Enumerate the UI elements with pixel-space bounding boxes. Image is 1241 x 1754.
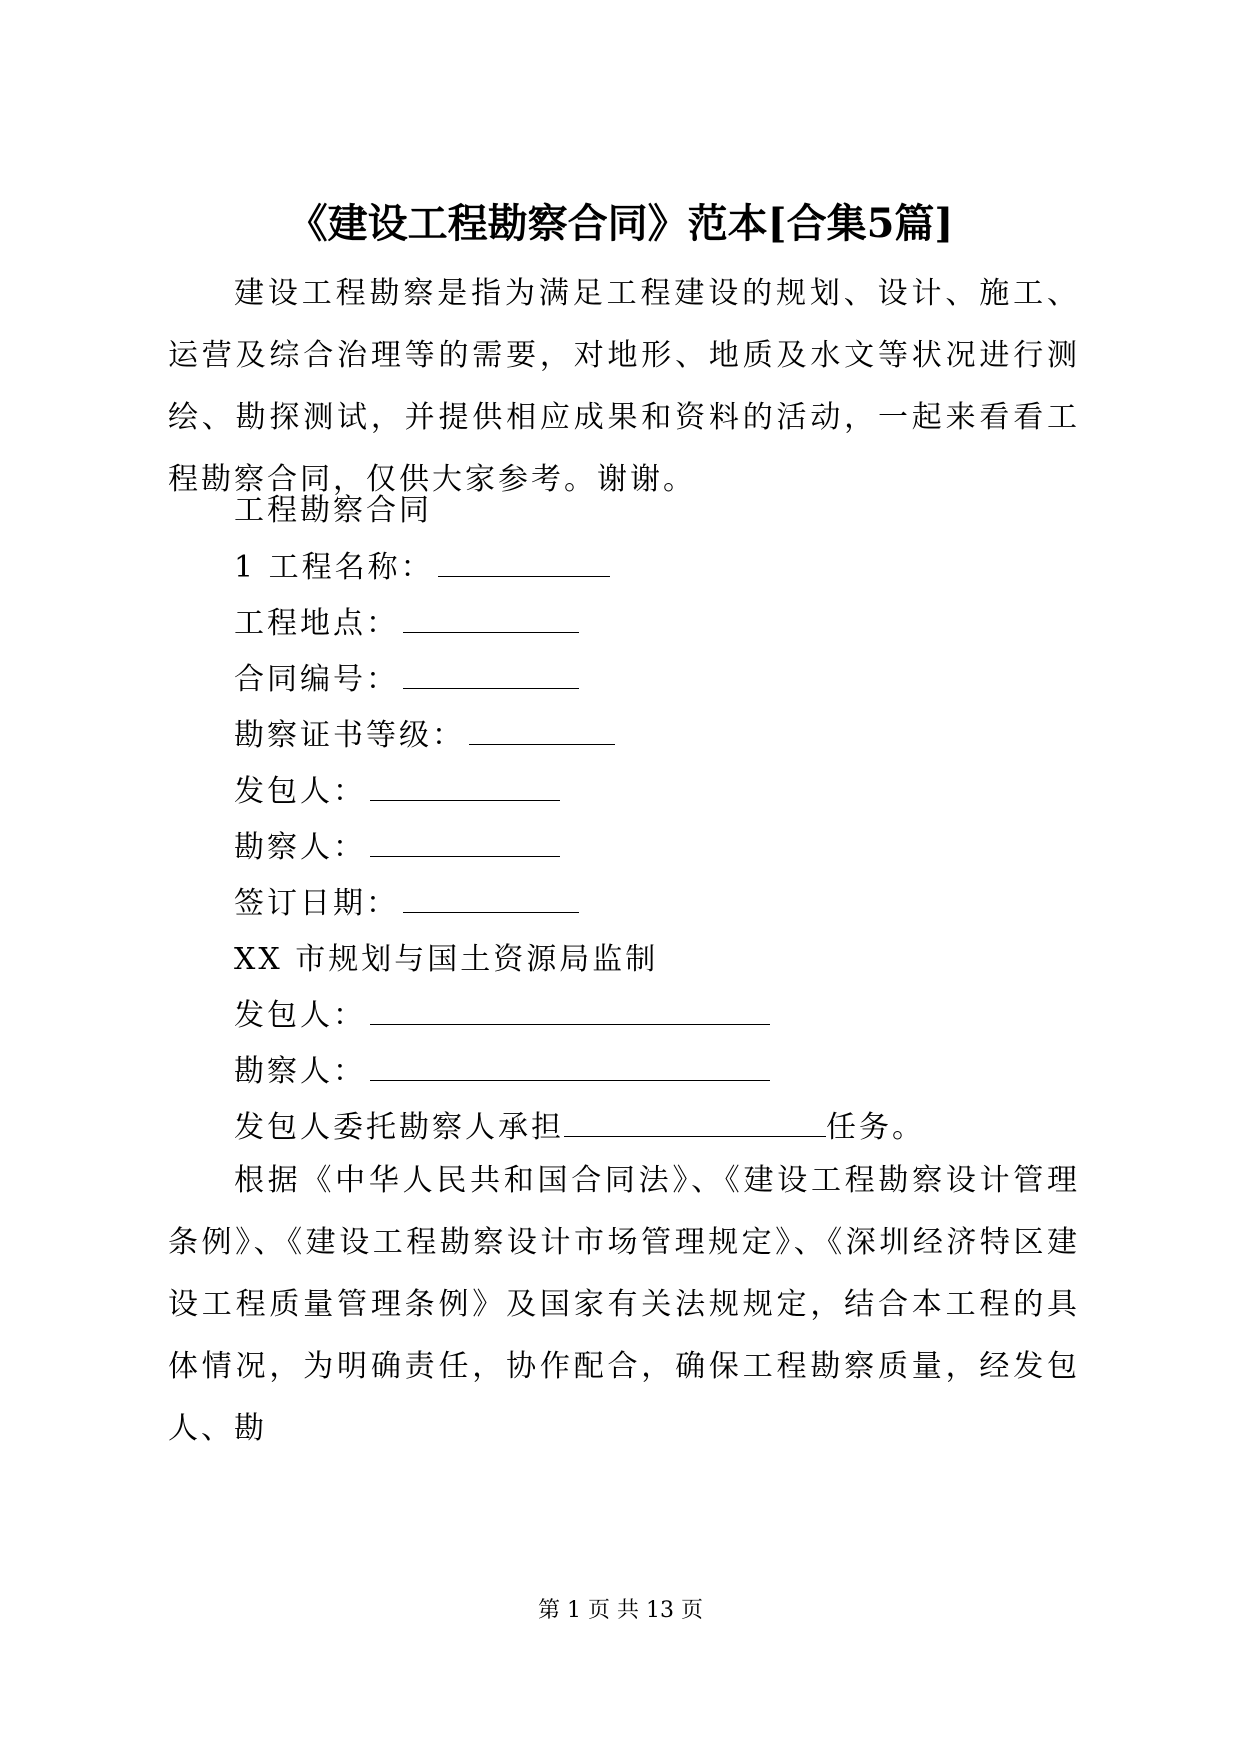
page-footer: 第 1 页 共 13 页 xyxy=(538,1598,703,1623)
basis-block xyxy=(168,1150,1080,1460)
party-label: 发包人： xyxy=(234,998,366,1033)
field-project-location xyxy=(234,593,579,655)
blank-line xyxy=(403,882,579,913)
field-sign-date xyxy=(234,873,579,935)
blank-line xyxy=(370,826,560,857)
field-label: 签订日期： xyxy=(234,886,399,921)
blank-line xyxy=(438,546,610,577)
intro-block xyxy=(168,263,1080,511)
party-surveyor xyxy=(234,1041,770,1103)
basis-paragraph: 根据《中华人民共和国合同法》、《建设工程勘察设计管理条例》、《建设工程勘察设计市场管理规定》、《深圳经济特区建设工程质量管理条例》及国家有关法规规定，结合本工程的具体情况，为明确责任，协作配合，确保工程勘察质量，经发包人、勘 xyxy=(168,1163,1080,1446)
field-label: 勘察人： xyxy=(234,830,366,865)
blank-line xyxy=(564,1106,826,1137)
entrust-prefix: 发包人委托勘察人承担 xyxy=(234,1110,564,1145)
entrust-suffix: 任务。 xyxy=(826,1110,925,1145)
field-cert-level xyxy=(234,705,615,767)
field-employer xyxy=(234,761,560,823)
field-surveyor xyxy=(234,817,560,879)
field-project-name xyxy=(234,537,610,599)
blank-line xyxy=(403,602,579,633)
party-label: 勘察人： xyxy=(234,1054,366,1089)
intro-paragraph: 建设工程勘察是指为满足工程建设的规划、设计、施工、运营及综合治理等的需要，对地形、地质及水文等状况进行测绘、勘探测试，并提供相应成果和资料的活动，一起来看看工程勘察合同，仅供大家参考。谢谢。 xyxy=(168,276,1080,497)
field-label: 1 工程名称： xyxy=(234,550,434,585)
blank-line xyxy=(403,658,579,689)
supervisor-line: XX 市规划与国土资源局监制 xyxy=(234,942,659,977)
blank-line xyxy=(370,994,770,1025)
field-label: 合同编号： xyxy=(234,662,399,697)
field-label: 工程地点： xyxy=(234,606,399,641)
field-contract-number xyxy=(234,649,579,711)
blank-line xyxy=(469,714,615,745)
contract-heading: 工程勘察合同 xyxy=(234,493,432,528)
field-label: 发包人： xyxy=(234,774,366,809)
party-employer xyxy=(234,985,770,1047)
blank-line xyxy=(370,1050,770,1081)
blank-line xyxy=(370,770,560,801)
field-label: 勘察证书等级： xyxy=(234,718,465,753)
document-title: 《建设工程勘察合同》范本[合集5篇] xyxy=(287,200,954,247)
